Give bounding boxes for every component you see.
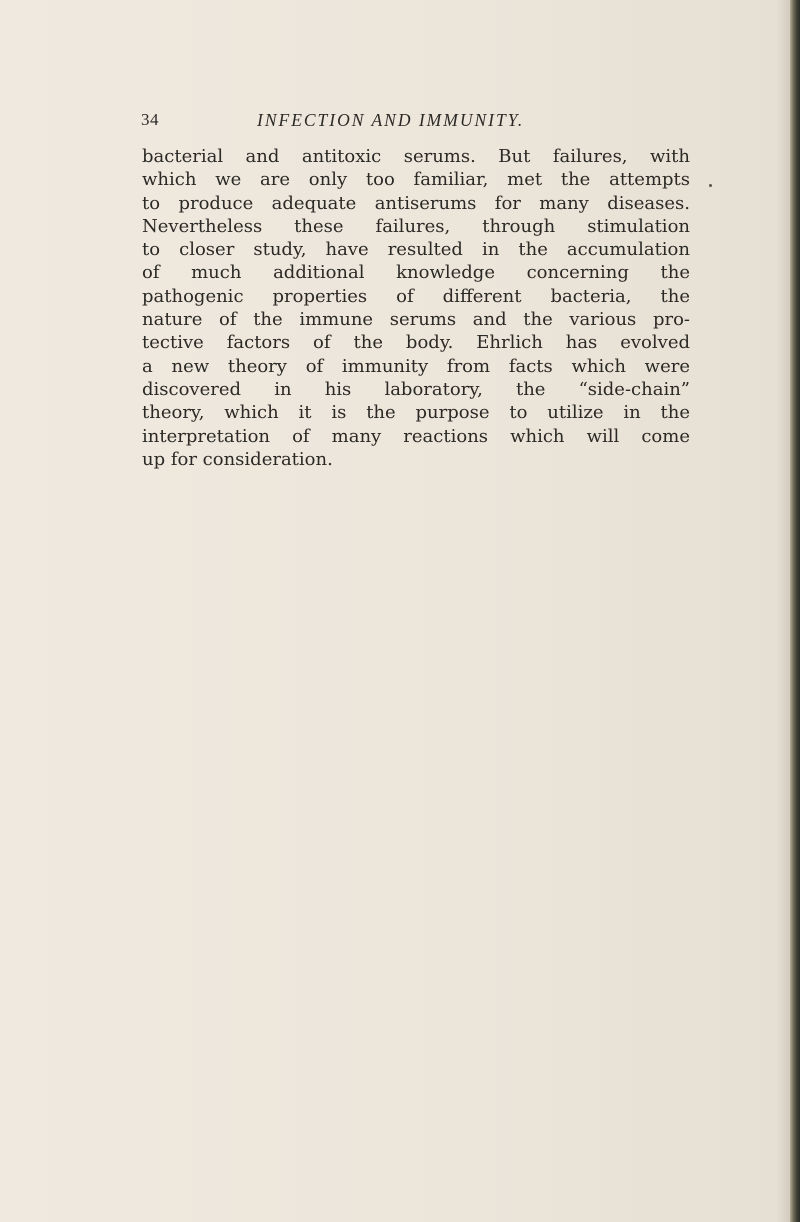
body-paragraph bbox=[142, 145, 690, 471]
text-line: discovered in his laboratory, the “side-chain” bbox=[142, 378, 690, 400]
text-line: bacterial and antitoxic serums. But failures, with bbox=[142, 146, 690, 167]
text-line: tective factors of the body. Ehrlich has evolved bbox=[142, 332, 690, 354]
text-line: Nevertheless these failures, through stimulation bbox=[142, 215, 690, 237]
text-line: of much additional knowledge concerning the bbox=[142, 262, 690, 284]
page-header bbox=[141, 107, 681, 133]
text-line: up for consideration. bbox=[142, 448, 333, 470]
ink-speck bbox=[709, 184, 712, 187]
text-line: interpretation of many reactions which will come bbox=[142, 425, 690, 447]
text-line: which we are only too familiar, met the attempts bbox=[142, 169, 690, 191]
text-line: pathogenic properties of different bacteria, the bbox=[142, 285, 690, 307]
text-line: theory, which it is the purpose to utilize in the bbox=[142, 402, 690, 424]
text-line: a new theory of immunity from facts which were bbox=[142, 355, 690, 377]
page-edge-shadow bbox=[776, 0, 790, 1222]
page-number: 34 bbox=[141, 110, 159, 129]
text-line: nature of the immune serums and the various pro- bbox=[142, 309, 690, 331]
running-head: INFECTION AND IMMUNITY. bbox=[257, 110, 525, 130]
text-line: to closer study, have resulted in the accumulation bbox=[142, 239, 690, 261]
text-line: to produce adequate antiserums for many diseases. bbox=[142, 192, 690, 214]
page-binding-edge bbox=[790, 0, 800, 1222]
